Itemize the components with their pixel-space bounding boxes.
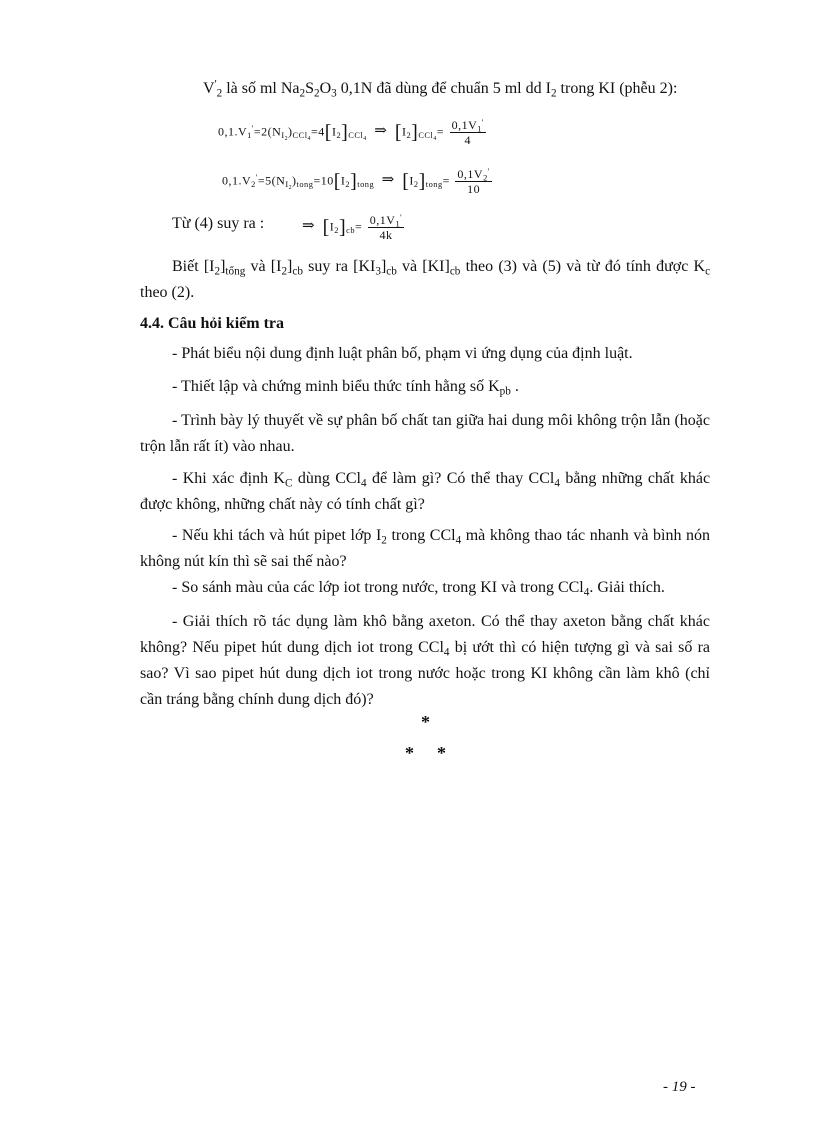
- question-6: - So sánh màu của các lớp iot trong nước, trong KI và trong CCl$_4$. Giải thích.: [172, 579, 665, 599]
- question-4: - Khi xác định $K_C$ dùng CCl$_4$ để làm gì? Có thể thay CCl$_4$ bằng những chất khác được không, những chất này có tính chất gì?: [140, 470, 711, 513]
- question-2: - Thiết lập và chứng minh biểu thức tính hằng số $K_{pb}$ .: [172, 378, 519, 398]
- separator-star: *: [405, 743, 414, 763]
- fraction-equilibrium: $\frac{0,1V_1'}{4k}$: [369, 212, 403, 242]
- equation-equilibrium: ⇒ $[I_2]_{cb}=$ $\frac{0,1V_1'}{4k}$: [302, 212, 403, 242]
- question-7: - Giải thích rõ tác dụng làm khô bằng axeton. Có thể thay axeton bằng chất khác không? Nếu pipet hút dung dịch iot trong CCl$_4$ bị ướt thì có hiện tượng gì và sai số ra sao? Vì sao pipet hút dung dịch iot trong nước hoặc trong KI không cần làm khô (chỉ cần tráng bằng chính dung dịch đó)?: [140, 613, 710, 708]
- fraction-total: $\frac{0,1V_2'}{10}$: [457, 166, 490, 196]
- biet-paragraph: Biết $[I_2]_{tổng}$ và $[I_2]_{cb}$ suy ra $[KI_3]_{cb}$ và $[KI]_{cb}$ theo (3) và (5) và từ đó tính được $K_c$ theo (2).: [140, 258, 711, 301]
- separator-star: *: [421, 712, 430, 732]
- from-4-label: Từ (4) suy ra :: [172, 215, 265, 232]
- page-number: - 19 -: [663, 1079, 696, 1095]
- question-5: - Nếu khi tách và hút pipet lớp $I_2$ trong CCl$_4$ mà không thao tác nhanh và bình nón không nút kín thì sẽ sai thế nào?: [140, 527, 711, 570]
- equation-total: $0,1.V_2'=5(N_{I_2})_{tong}=10[I_2]_{tong}$ ⇒ $[I_2]_{tong}=$ $\frac{0,1V_2'}{10}$: [222, 166, 490, 196]
- v2-description: $V'_2$ là số ml $Na_2S_2O_3$ 0,1N đã dùng để chuẩn 5 ml dd $I_2$ trong KI (phễu 2):: [203, 78, 678, 100]
- fraction-ccl4: $\frac{0,1V_1'}{4}$: [451, 117, 484, 147]
- section-heading: 4.4. Câu hỏi kiểm tra: [140, 315, 284, 332]
- equation-ccl4: $0,1.V_1'=2(N_{I_2})_{CCl_4}=4[I_2]_{CCl_4}$ ⇒ $[I_2]_{CCl_4}=$ $\frac{0,1V_1'}{4}$: [218, 117, 484, 147]
- question-3: - Trình bày lý thuyết về sự phân bố chất tan giữa hai dung môi không trộn lẫn (hoặc trộn lẫn rất ít) vào nhau.: [140, 412, 710, 455]
- separator-star: *: [437, 743, 446, 763]
- question-1: - Phát biểu nội dung định luật phân bố, phạm vi ứng dụng của định luật.: [172, 345, 633, 362]
